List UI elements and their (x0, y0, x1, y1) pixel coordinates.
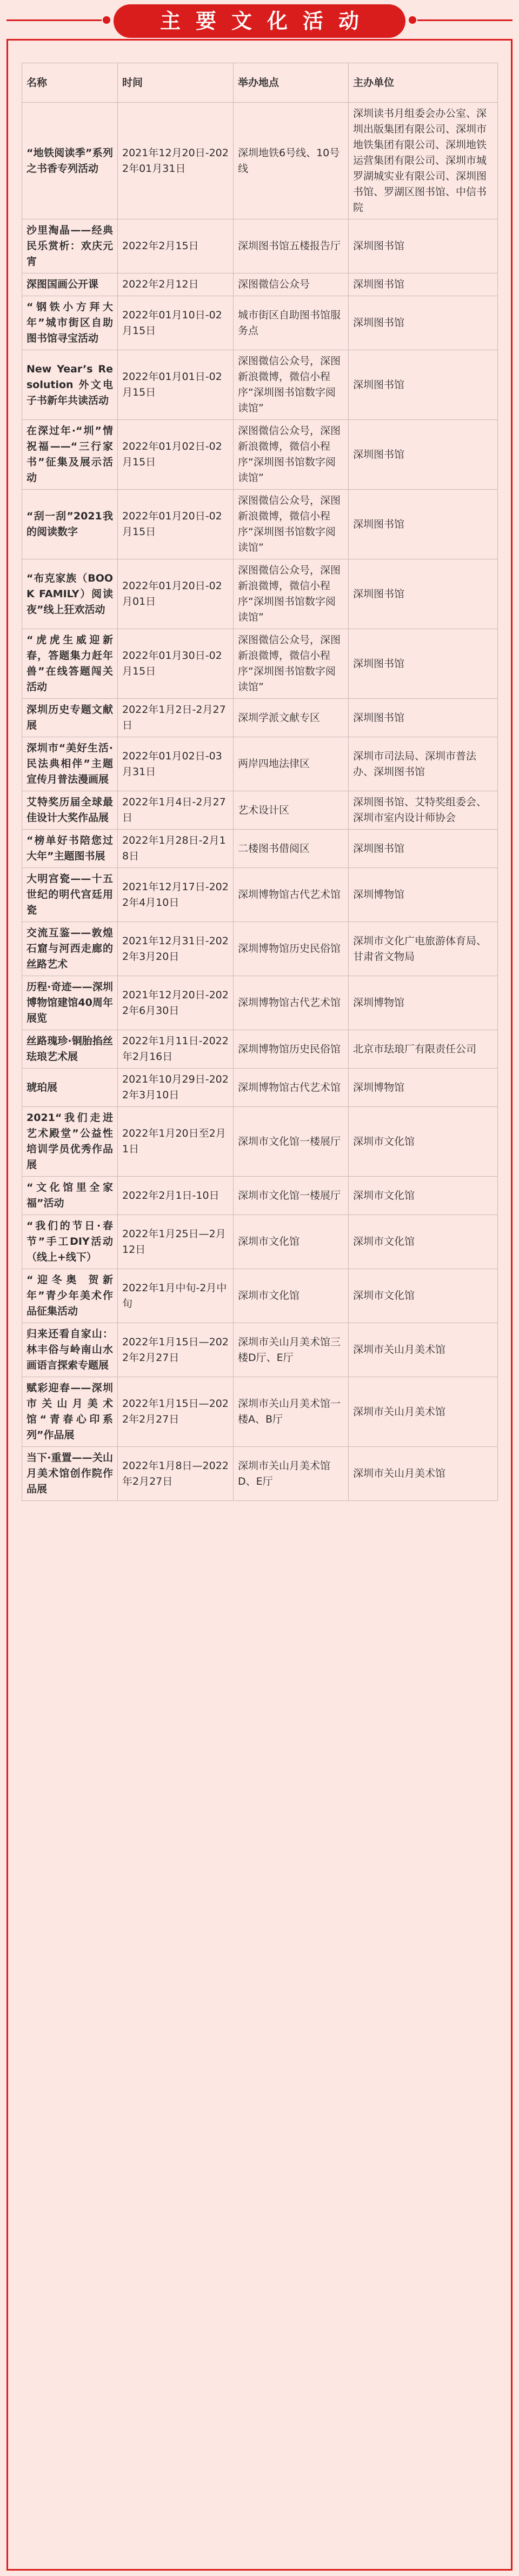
cell-name: 历程·奇迹——深圳博物馆建馆40周年展览 (22, 976, 118, 1030)
cell-name: 沙里淘晶——经典民乐赏析：欢庆元宵 (22, 219, 118, 273)
table-row (22, 1069, 498, 1107)
cell-time: 2022年2月12日 (118, 273, 234, 296)
cell-time: 2022年1月11日-2022年2月16日 (118, 1030, 234, 1069)
cell-time: 2022年1月8日—2022年2月27日 (118, 1447, 234, 1501)
cell-name: “虎虎生威迎新春，答题集力赶年兽”在线答题闯关活动 (22, 629, 118, 699)
cell-time: 2022年1月15日—2022年2月27日 (118, 1323, 234, 1377)
cell-name: “榜单好书陪您过大年”主题图书展 (22, 830, 118, 868)
table-row (22, 1447, 498, 1501)
header-organizer: 主办单位 (349, 63, 498, 103)
cell-organizer: 深圳市文化馆 (349, 1269, 498, 1323)
cell-venue: 深图微信公众号，深图新浪微博，微信小程序“深圳图书馆数字阅读馆” (234, 350, 349, 420)
cell-name: “刮一刮”2021我的阅读数字 (22, 490, 118, 559)
cell-name: “文化馆里全家福”活动 (22, 1177, 118, 1215)
table-row (22, 1377, 498, 1447)
header-venue: 举办地点 (234, 63, 349, 103)
table-row (22, 868, 498, 922)
cell-time: 2022年1月20日至2月1日 (118, 1107, 234, 1177)
cell-venue: 深图微信公众号 (234, 273, 349, 296)
table-row (22, 976, 498, 1030)
table-row (22, 1107, 498, 1177)
cell-venue: 深圳博物馆古代艺术馆 (234, 1069, 349, 1107)
cell-name: 深图国画公开课 (22, 273, 118, 296)
cell-time: 2021年12月20日-2022年6月30日 (118, 976, 234, 1030)
cell-name: New Year’s Resolution 外文电子书新年共读活动 (22, 350, 118, 420)
cell-organizer: 深圳市司法局、深圳市普法办、深圳图书馆 (349, 737, 498, 791)
cell-name: 2021“我们走进艺术殿堂”公益性培训学员优秀作品展 (22, 1107, 118, 1177)
cell-venue: 深圳市文化馆一楼展厅 (234, 1107, 349, 1177)
cell-time: 2022年1月2日-2月27日 (118, 699, 234, 737)
table-header-row (22, 63, 498, 103)
cell-organizer: 深圳图书馆 (349, 273, 498, 296)
cell-time: 2022年1月25日—2月12日 (118, 1215, 234, 1269)
cell-organizer: 深圳图书馆 (349, 219, 498, 273)
cell-name: 丝路瑰珍·铜胎掐丝珐琅艺术展 (22, 1030, 118, 1069)
cell-venue: 深圳学派文献专区 (234, 699, 349, 737)
table-row (22, 830, 498, 868)
banner-rule-right (417, 19, 513, 21)
activity-table (22, 63, 498, 1501)
cell-organizer: 深圳市关山月美术馆 (349, 1447, 498, 1501)
cell-organizer: 深圳图书馆 (349, 350, 498, 420)
table-row (22, 1269, 498, 1323)
cell-time: 2022年01月02日-03月31日 (118, 737, 234, 791)
cell-organizer: 深圳读书月组委会办公室、深圳出版集团有限公司、深圳市地铁集团有限公司、深圳地铁运营集团有限公司、深圳市城罗湖城实业有限公司、深圳图书馆、罗湖区图书馆、中信书院 (349, 103, 498, 219)
cell-organizer: 北京市珐琅厂有限责任公司 (349, 1030, 498, 1069)
cell-name: 赋彩迎春——深圳市关山月美术馆“青春心印系列”作品展 (22, 1377, 118, 1447)
cell-organizer: 深圳图书馆 (349, 830, 498, 868)
cell-organizer: 深圳市关山月美术馆 (349, 1377, 498, 1447)
cell-venue: 深圳地铁6号线、10号线 (234, 103, 349, 219)
banner-rule-left (6, 19, 102, 21)
cell-venue: 深圳图书馆五楼报告厅 (234, 219, 349, 273)
banner-dot-left (103, 16, 110, 24)
banner-dot-right (409, 16, 416, 24)
table-row (22, 737, 498, 791)
table-row (22, 420, 498, 490)
cell-organizer: 深圳图书馆 (349, 420, 498, 490)
cell-time: 2022年1月4日-2月27日 (118, 791, 234, 830)
cell-organizer: 深圳图书馆 (349, 296, 498, 350)
cell-name: “迎冬奥 贺新年”青少年美术作品征集活动 (22, 1269, 118, 1323)
cell-organizer: 深圳博物馆 (349, 1069, 498, 1107)
cell-name: 大明宫瓷——十五世纪的明代宫廷用瓷 (22, 868, 118, 922)
cell-venue: 深圳市关山月美术馆三楼D厅、E厅 (234, 1323, 349, 1377)
table-row (22, 103, 498, 219)
table-row (22, 1323, 498, 1377)
cell-venue: 深圳博物馆古代艺术馆 (234, 976, 349, 1030)
cell-time: 2022年2月1日-10日 (118, 1177, 234, 1215)
cell-time: 2021年12月17日-2022年4月10日 (118, 868, 234, 922)
cell-name: 琥珀展 (22, 1069, 118, 1107)
table-row (22, 1177, 498, 1215)
cell-time: 2022年1月15日—2022年2月27日 (118, 1377, 234, 1447)
table-row (22, 490, 498, 559)
cell-venue: 深圳市文化馆 (234, 1269, 349, 1323)
cell-venue: 深圳市关山月美术馆一楼A、B厅 (234, 1377, 349, 1447)
table-row (22, 922, 498, 976)
table-row (22, 219, 498, 273)
cell-name: 归来还看自家山：林丰俗与岭南山水画语言探索专题展 (22, 1323, 118, 1377)
cell-venue: 城市街区自助图书馆服务点 (234, 296, 349, 350)
cell-time: 2022年01月20日-02月15日 (118, 490, 234, 559)
table-row (22, 791, 498, 830)
table-row (22, 273, 498, 296)
cell-venue: 深圳市文化馆一楼展厅 (234, 1177, 349, 1215)
cell-time: 2022年01月01日-02月15日 (118, 350, 234, 420)
cell-name: 交流互鉴——敦煌石窟与河西走廊的丝路艺术 (22, 922, 118, 976)
header-time: 时间 (118, 63, 234, 103)
cell-organizer: 深圳市文化广电旅游体育局、甘肃省文物局 (349, 922, 498, 976)
cell-organizer: 深圳图书馆 (349, 559, 498, 629)
page-title: 主要文化活动 (114, 4, 405, 38)
table-row (22, 296, 498, 350)
cell-name: 深圳历史专题文献展 (22, 699, 118, 737)
cell-venue: 深圳博物馆古代艺术馆 (234, 868, 349, 922)
cell-time: 2021年12月31日-2022年3月20日 (118, 922, 234, 976)
cell-venue: 深圳博物馆历史民俗馆 (234, 922, 349, 976)
cell-organizer: 深圳图书馆、艾特奖组委会、深圳市室内设计师协会 (349, 791, 498, 830)
cell-venue: 深图微信公众号，深图新浪微博，微信小程序“深圳图书馆数字阅读馆” (234, 559, 349, 629)
cell-name: “钢铁小方拜大年”城市街区自助图书馆寻宝活动 (22, 296, 118, 350)
cell-time: 2022年01月20日-02月01日 (118, 559, 234, 629)
cell-time: 2022年01月02日-02月15日 (118, 420, 234, 490)
cell-time: 2022年1月中旬-2月中旬 (118, 1269, 234, 1323)
cell-name: “地铁阅读季”系列之书香专列活动 (22, 103, 118, 219)
cell-organizer: 深圳博物馆 (349, 976, 498, 1030)
cell-organizer: 深圳市关山月美术馆 (349, 1323, 498, 1377)
cell-venue: 两岸四地法律区 (234, 737, 349, 791)
header-name: 名称 (22, 63, 118, 103)
cell-venue: 深圳市文化馆 (234, 1215, 349, 1269)
cell-organizer: 深圳市文化馆 (349, 1177, 498, 1215)
cell-time: 2022年2月15日 (118, 219, 234, 273)
cell-organizer: 深圳博物馆 (349, 868, 498, 922)
cell-venue: 二楼图书借阅区 (234, 830, 349, 868)
cell-venue: 深圳市关山月美术馆D、E厅 (234, 1447, 349, 1501)
cell-time: 2022年01月30日-02月15日 (118, 629, 234, 699)
cell-venue: 艺术设计区 (234, 791, 349, 830)
table-row (22, 699, 498, 737)
banner (0, 0, 519, 44)
cell-name: “我们的节日·春节”手工DIY活动（线上+线下） (22, 1215, 118, 1269)
cell-name: 当下·重置——关山月美术馆创作院作品展 (22, 1447, 118, 1501)
table-row (22, 350, 498, 420)
cell-time: 2022年01月10日-02月15日 (118, 296, 234, 350)
cell-venue: 深图微信公众号，深图新浪微博，微信小程序“深圳图书馆数字阅读馆” (234, 629, 349, 699)
table-row (22, 629, 498, 699)
cell-organizer: 深圳图书馆 (349, 629, 498, 699)
cell-organizer: 深圳图书馆 (349, 699, 498, 737)
cell-organizer: 深圳图书馆 (349, 490, 498, 559)
cell-name: “布克家族（BOOK FAMILY）阅读夜”线上狂欢活动 (22, 559, 118, 629)
table-row (22, 1030, 498, 1069)
cell-time: 2021年10月29日-2022年3月10日 (118, 1069, 234, 1107)
cell-venue: 深图微信公众号，深图新浪微博，微信小程序“深圳图书馆数字阅读馆” (234, 490, 349, 559)
cell-time: 2021年12月20日-2022年01月31日 (118, 103, 234, 219)
cell-venue: 深圳博物馆历史民俗馆 (234, 1030, 349, 1069)
cell-name: 艾特奖历届全球最佳设计大奖作品展 (22, 791, 118, 830)
table-row (22, 1215, 498, 1269)
cell-organizer: 深圳市文化馆 (349, 1215, 498, 1269)
table-row (22, 559, 498, 629)
cell-time: 2022年1月28日-2月18日 (118, 830, 234, 868)
cell-name: 深圳市“美好生活·民法典相伴”主题宣传月普法漫画展 (22, 737, 118, 791)
cell-name: 在深过年·“圳”情祝福——“三行家书”征集及展示活动 (22, 420, 118, 490)
cell-organizer: 深圳市文化馆 (349, 1107, 498, 1177)
cell-venue: 深图微信公众号，深图新浪微博，微信小程序“深圳图书馆数字阅读馆” (234, 420, 349, 490)
